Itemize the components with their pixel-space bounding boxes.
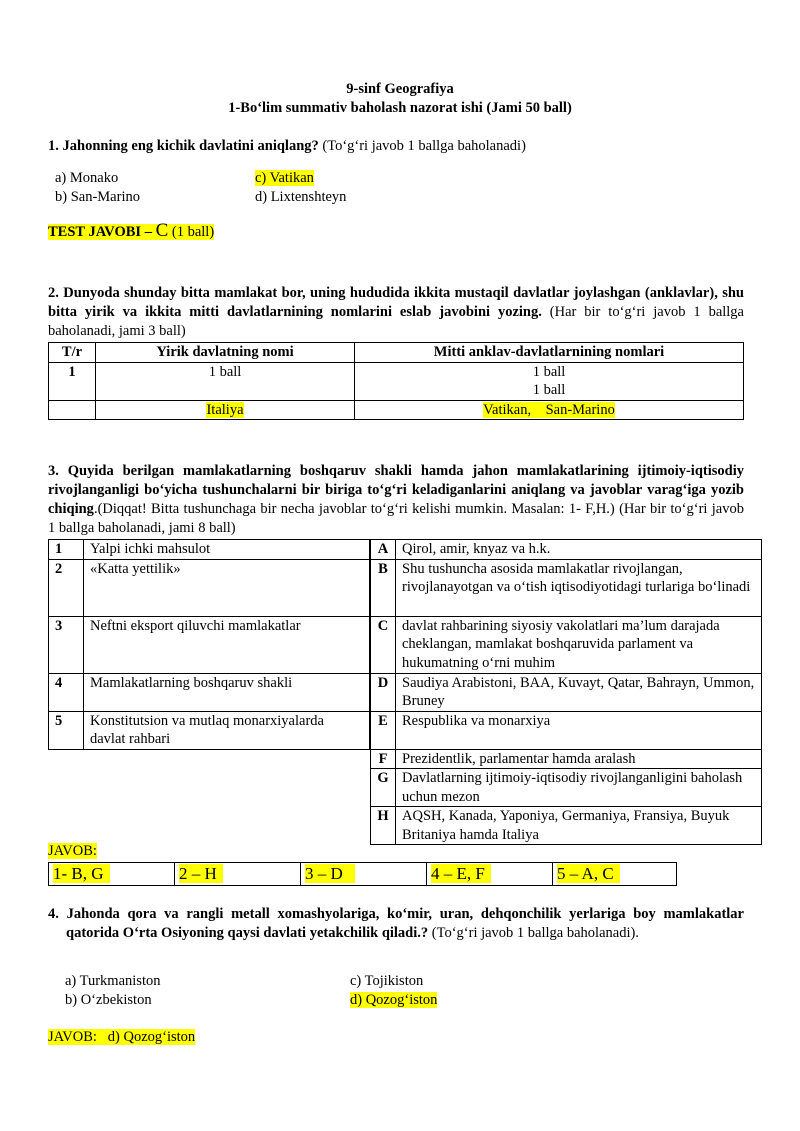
question-2-note: (Har bir to‘g‘ri javob 1 ballga baholanadi, jami 3 ball): [48, 304, 744, 339]
table-row: [371, 616, 762, 673]
q3-answer-box: [48, 862, 677, 886]
q3-answer-cell: [175, 863, 301, 885]
table-cell-number: 2: [49, 559, 84, 616]
table-row: [371, 711, 762, 749]
question-1-note: (To‘g‘ri javob 1 ballga baholanadi): [318, 138, 526, 154]
q1-options-right: [255, 169, 346, 207]
q4-option-c: c) Tojikiston: [350, 973, 424, 989]
table-row: [371, 540, 762, 560]
question-4-note: (To‘g‘ri javob 1 ballga baholanadi).: [428, 925, 639, 941]
q1-option-a: a) Monako: [55, 170, 119, 186]
q1-option-c: c) Vatikan: [255, 170, 314, 186]
question-3-note: .(Diqqat! Bitta tushunchaga bir necha javoblar to‘g‘ri kelishi mumkin. Masalan: 1- F,H.) (Har bir to‘g‘ri javob 1 ballga baholanadi, jami 8 ball): [48, 501, 744, 536]
question-2: [48, 284, 744, 341]
table-cell: «Katta yettilik»: [84, 559, 370, 616]
table-cell: 1: [49, 362, 96, 400]
q1-options-left: [55, 169, 140, 207]
q1-answer-letter: C: [155, 220, 169, 241]
table-cell: Respublika va monarxiya: [396, 711, 762, 749]
table-cell: Mamlakatlarning boshqaruv shakli: [84, 673, 370, 711]
table-cell: [96, 400, 355, 420]
table-cell: Davlatlarning ijtimoiy-iqtisodiy rivojlanganligini baholash uchun mezon: [396, 769, 762, 807]
question-3-text: 3. Quyida berilgan mamlakatlarning boshqaruv shakli hamda jahon mamlakatlarining ijtimoiy-iqtisodiy rivojlanganligi bo‘yicha tushunchalarni bir biriga to‘g‘ri keladiganlarini aniqlang va javoblar varag‘iga yozib chiqing: [48, 463, 744, 517]
table-cell: AQSH, Kanada, Yaponiya, Germaniya, Fransiya, Buyuk Britaniya hamda Italiya: [396, 807, 762, 845]
question-4-text: 4. Jahonda qora va rangli metall xomashyolariga, ko‘mir, uran, dehqonchilik yerlariga boy mamlakatlar qatorida O‘rta Osiyoning qaysi davlati yetakchilik qiladi.?: [48, 906, 744, 941]
table-cell-number: 1: [49, 540, 84, 560]
table-cell: Neftni eksport qiluvchi mamlakatlar: [84, 616, 370, 673]
q4-options-left: [65, 972, 160, 1010]
q3-answer-cell: [553, 863, 676, 885]
q3-answer-cell: [301, 863, 427, 885]
q3-answer-value: 1- B, G: [53, 864, 110, 883]
table-cell: Shu tushuncha asosida mamlakatlar rivojlangan, rivojlanayotgan va o‘tish iqtisodiyotidagi turlariga bo‘linadi: [396, 559, 762, 616]
table-cell: Yalpi ichki mahsulot: [84, 540, 370, 560]
q2-table: [48, 342, 744, 420]
q1-option-b: b) San-Marino: [55, 189, 140, 205]
q3-answer-value: 5 – A, C: [557, 864, 620, 883]
table-row: [49, 400, 744, 420]
table-header: Mitti anklav-davlatlarnining nomlari: [355, 343, 744, 363]
table-cell-number: 4: [49, 673, 84, 711]
table-header: T/r: [49, 343, 96, 363]
table-cell-line: 1 ball: [532, 363, 566, 380]
table-cell-letter: C: [371, 616, 396, 673]
table-cell: Qirol, amir, knyaz va h.k.: [396, 540, 762, 560]
table-row: [49, 673, 370, 711]
table-row: [49, 540, 370, 560]
q3-answer-cell: [49, 863, 175, 885]
table-cell: Saudiya Arabistoni, BAA, Kuvayt, Qatar, Bahrayn, Ummon, Bruney: [396, 673, 762, 711]
q3-answer-value: 2 – H: [179, 864, 223, 883]
question-2-text: 2. Dunyoda shunday bitta mamlakat bor, uning hududida ikkita mustaqil davlatlar joylashgan (anklavlar), shu bitta yirik va ikkita mitti davlatlarnining nomlarini eslab javobini yozing.: [48, 285, 744, 320]
table-cell-letter: D: [371, 673, 396, 711]
q4-answer-text: JAVOB: d) Qozog‘iston: [48, 1029, 196, 1045]
q4-answer: [48, 1029, 195, 1046]
q1-answer: [48, 220, 214, 242]
table-cell-letter: E: [371, 711, 396, 749]
table-cell: [49, 400, 96, 420]
q4-option-a: a) Turkmaniston: [65, 973, 161, 989]
question-1: [48, 138, 748, 155]
q3-answer-cell: [427, 863, 553, 885]
table-row: [371, 769, 762, 807]
table-row: [371, 559, 762, 616]
table-row: [49, 362, 744, 400]
q1-answer-points: (1 ball): [168, 224, 215, 240]
q3-answer-label: [48, 843, 97, 860]
table-cell: [355, 400, 744, 420]
question-1-text: 1. Jahonning eng kichik davlatini aniqlang?: [48, 138, 319, 154]
header: [0, 80, 800, 118]
table-row: [371, 807, 762, 845]
table-cell: davlat rahbarining siyosiy vakolatlari ma’lum darajada cheklangan, mamlakat boshqaruvida parlament va hukumatning o‘rni muhim: [396, 616, 762, 673]
table-header: Yirik davlatning nomi: [96, 343, 355, 363]
table-cell-number: 3: [49, 616, 84, 673]
q2-answer-large: Italiya: [206, 401, 244, 418]
header-line-1: 9-sinf Geografiya: [346, 81, 454, 97]
table-cell-letter: G: [371, 769, 396, 807]
table-cell: 1 ball: [96, 362, 355, 400]
question-3: [48, 462, 744, 538]
q2-answer-small: Vatikan, San-Marino: [483, 401, 615, 418]
q1-option-d: d) Lixtenshteyn: [255, 189, 347, 205]
q1-answer-label: TEST JAVOBI –: [48, 224, 156, 240]
table-cell-line: 1 ball: [532, 382, 566, 398]
q3-answer-value: 4 – E, F: [431, 864, 491, 883]
table-cell-letter: F: [371, 749, 396, 769]
table-row: [49, 559, 370, 616]
q3-right-table: [370, 539, 762, 845]
table-cell-letter: B: [371, 559, 396, 616]
table-row: [371, 749, 762, 769]
table-cell: Prezidentlik, parlamentar hamda aralash: [396, 749, 762, 769]
table-cell-letter: A: [371, 540, 396, 560]
table-cell: [355, 362, 744, 400]
question-4: [48, 905, 744, 943]
q3-left-table: [48, 539, 370, 750]
q4-option-b: b) O‘zbekiston: [65, 992, 152, 1008]
table-cell: Konstitutsion va mutlaq monarxiyalarda davlat rahbari: [84, 711, 370, 749]
q3-answer-label-text: JAVOB:: [48, 843, 97, 859]
table-row: [371, 673, 762, 711]
q4-option-d: d) Qozog‘iston: [350, 992, 438, 1008]
table-cell-number: 5: [49, 711, 84, 749]
table-row: [49, 711, 370, 749]
table-row: [49, 616, 370, 673]
header-line-2: 1-Bo‘lim summativ baholash nazorat ishi (Jami 50 ball): [228, 100, 572, 116]
q4-options-right: [350, 972, 437, 1010]
q3-answer-value: 3 – D: [305, 864, 355, 883]
table-cell-letter: H: [371, 807, 396, 845]
table-header-row: [49, 343, 744, 363]
